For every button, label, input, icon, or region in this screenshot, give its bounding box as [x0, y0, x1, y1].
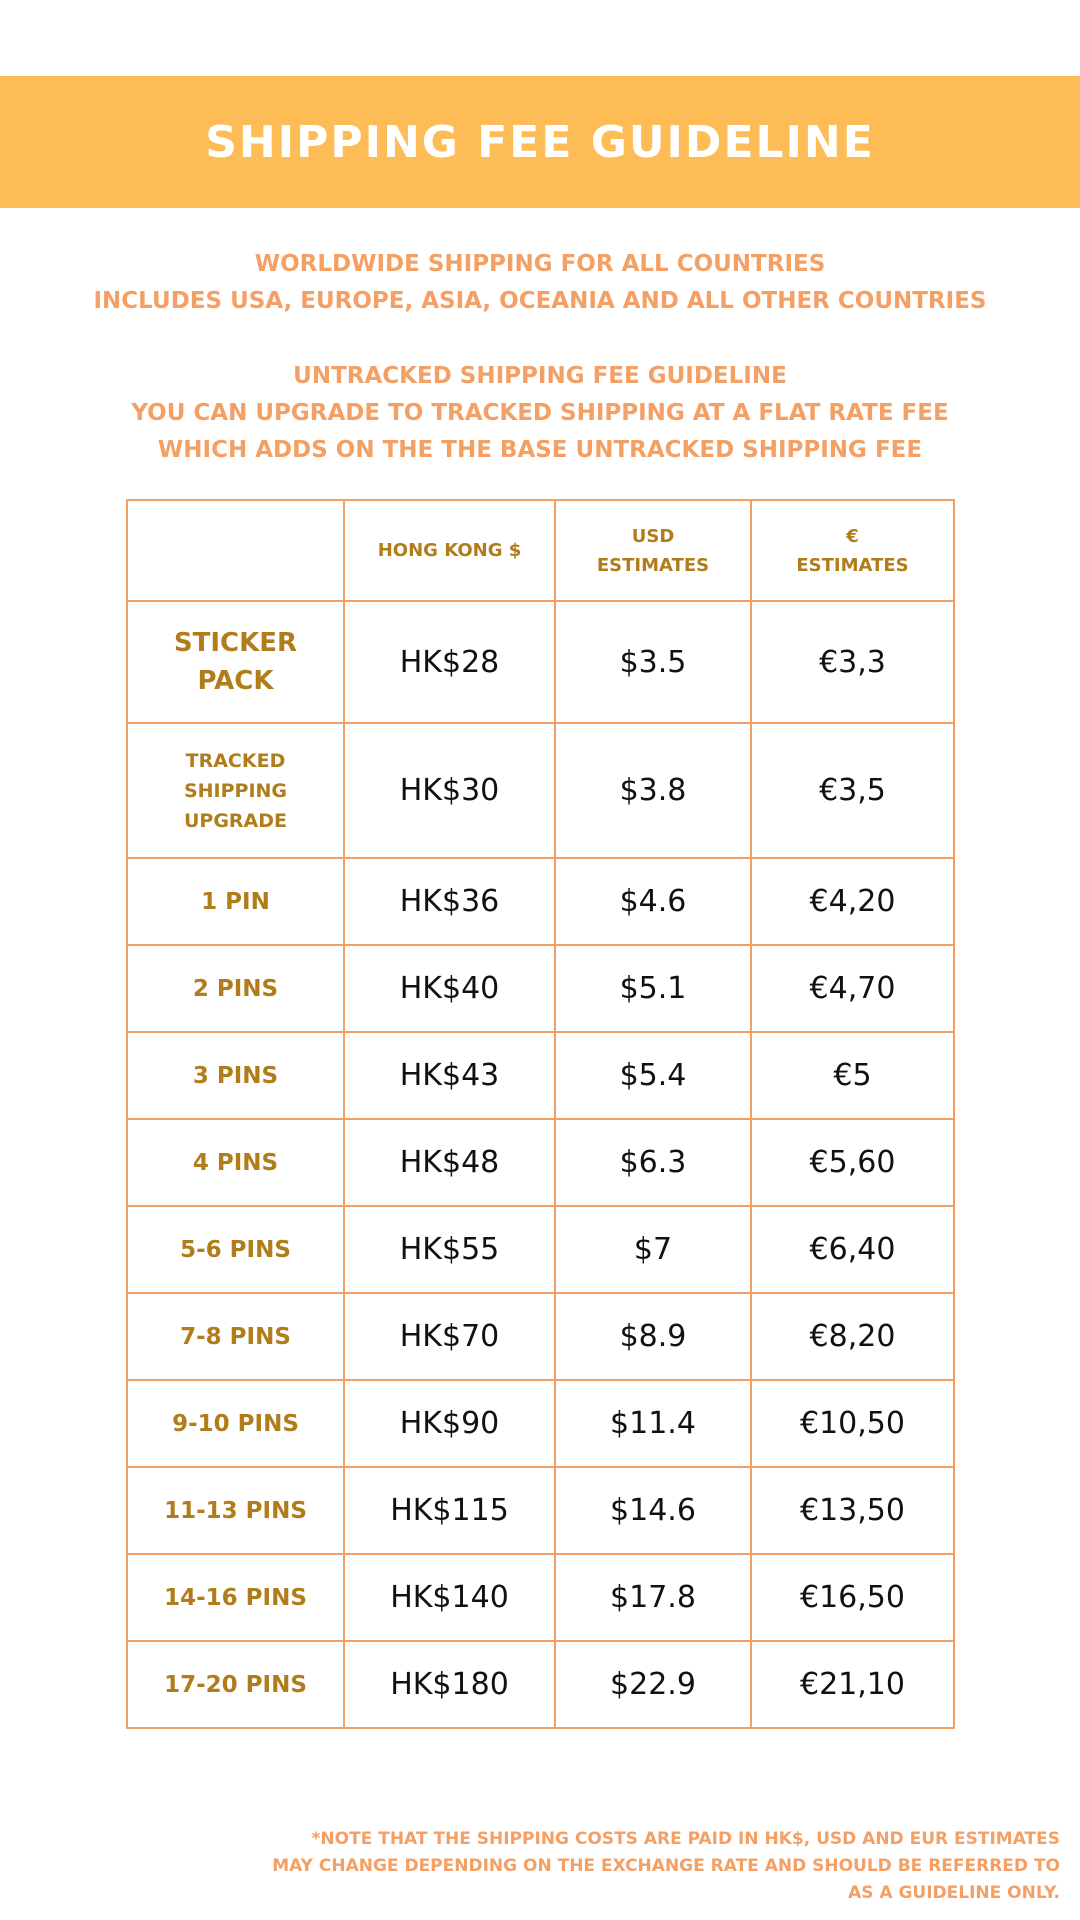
price-hkd: HK$140: [344, 1554, 555, 1641]
table-row: [127, 1119, 954, 1206]
footnote-line: *NOTE THAT THE SHIPPING COSTS ARE PAID IN HK$, USD AND EUR ESTIMATES: [311, 1829, 1060, 1849]
price-usd: $14.6: [555, 1467, 751, 1554]
price-usd: $22.9: [555, 1641, 751, 1728]
row-label-line: TRACKED: [185, 749, 286, 772]
row-label: [127, 1206, 344, 1293]
row-label: [127, 1467, 344, 1554]
header-eur: [751, 500, 954, 601]
row-label-line: 9-10 PINS: [172, 1410, 299, 1437]
row-label: [127, 1293, 344, 1380]
price-eur: €21,10: [751, 1641, 954, 1728]
intro-line: UNTRACKED SHIPPING FEE GUIDELINE: [293, 363, 787, 389]
price-usd: $17.8: [555, 1554, 751, 1641]
row-label-line: 17-20 PINS: [164, 1671, 307, 1698]
untracked-guideline-text: [0, 358, 1080, 469]
price-eur: €8,20: [751, 1293, 954, 1380]
price-usd: $8.9: [555, 1293, 751, 1380]
intro-line: INCLUDES USA, EUROPE, ASIA, OCEANIA AND ALL OTHER COUNTRIES: [93, 288, 987, 314]
header-usd-line: ESTIMATES: [596, 554, 710, 576]
header-usd: [555, 500, 751, 601]
row-label: [127, 1554, 344, 1641]
table-row: [127, 723, 954, 858]
price-eur: €5,60: [751, 1119, 954, 1206]
row-label: [127, 723, 344, 858]
price-hkd: HK$180: [344, 1641, 555, 1728]
price-hkd: HK$30: [344, 723, 555, 858]
price-eur: €16,50: [751, 1554, 954, 1641]
price-eur: €4,20: [751, 858, 954, 945]
row-label: [127, 1032, 344, 1119]
row-label: [127, 601, 344, 723]
price-usd: $6.3: [555, 1119, 751, 1206]
price-hkd: HK$48: [344, 1119, 555, 1206]
table-row: [127, 1641, 954, 1728]
header-hkd: HONG KONG $: [344, 500, 555, 601]
table-row: [127, 1467, 954, 1554]
price-eur: €6,40: [751, 1206, 954, 1293]
price-hkd: HK$90: [344, 1380, 555, 1467]
row-label-line: 1 PIN: [201, 888, 270, 915]
price-eur: €3,5: [751, 723, 954, 858]
header-eur-line: ESTIMATES: [796, 554, 909, 576]
price-hkd: HK$115: [344, 1467, 555, 1554]
row-label-line: SHIPPING: [183, 779, 288, 802]
row-label-line: 5-6 PINS: [180, 1236, 291, 1263]
row-label: [127, 1380, 344, 1467]
price-usd: $11.4: [555, 1380, 751, 1467]
intro-line: YOU CAN UPGRADE TO TRACKED SHIPPING AT A FLAT RATE FEE: [131, 400, 949, 426]
price-usd: $5.4: [555, 1032, 751, 1119]
price-usd: $7: [555, 1206, 751, 1293]
table-row: [127, 1293, 954, 1380]
row-label-line: UPGRADE: [183, 809, 288, 832]
intro-line: WHICH ADDS ON THE THE BASE UNTRACKED SHIPPING FEE: [157, 437, 923, 463]
price-eur: €13,50: [751, 1467, 954, 1554]
row-label: [127, 1641, 344, 1728]
price-usd: $3.8: [555, 723, 751, 858]
table-header-row: [127, 500, 954, 601]
price-hkd: HK$36: [344, 858, 555, 945]
header-empty-cell: [127, 500, 344, 601]
row-label-line: 4 PINS: [192, 1149, 279, 1176]
price-usd: $5.1: [555, 945, 751, 1032]
row-label: [127, 945, 344, 1032]
exchange-rate-footnote: [160, 1826, 1060, 1907]
footnote-line: MAY CHANGE DEPENDING ON THE EXCHANGE RATE AND SHOULD BE REFERRED TO: [272, 1856, 1060, 1876]
row-label-line: 7-8 PINS: [180, 1323, 291, 1350]
row-label-line: 14-16 PINS: [164, 1584, 307, 1611]
row-label-line: STICKER: [173, 628, 298, 658]
shipping-fee-table: [126, 499, 955, 1729]
header-eur-line: €: [846, 525, 859, 547]
price-hkd: HK$43: [344, 1032, 555, 1119]
table-row: [127, 945, 954, 1032]
title-banner: [0, 76, 1080, 208]
price-eur: €4,70: [751, 945, 954, 1032]
price-eur: €5: [751, 1032, 954, 1119]
price-usd: $4.6: [555, 858, 751, 945]
row-label: [127, 858, 344, 945]
price-eur: €3,3: [751, 601, 954, 723]
row-label-line: 2 PINS: [192, 975, 279, 1002]
shipping-coverage-text: [0, 246, 1080, 320]
price-usd: $3.5: [555, 601, 751, 723]
row-label: [127, 1119, 344, 1206]
table-row: [127, 1206, 954, 1293]
price-hkd: HK$55: [344, 1206, 555, 1293]
table-row: [127, 858, 954, 945]
header-usd-line: USD: [631, 525, 675, 547]
row-label-line: 3 PINS: [192, 1062, 279, 1089]
row-label-line: PACK: [197, 666, 274, 696]
price-hkd: HK$28: [344, 601, 555, 723]
table-row: [127, 1380, 954, 1467]
price-eur: €10,50: [751, 1380, 954, 1467]
table-row: [127, 1032, 954, 1119]
footnote-line: AS A GUIDELINE ONLY.: [848, 1883, 1060, 1903]
price-hkd: HK$70: [344, 1293, 555, 1380]
row-label-line: 11-13 PINS: [164, 1497, 307, 1524]
page-title: SHIPPING FEE GUIDELINE: [205, 116, 875, 168]
price-hkd: HK$40: [344, 945, 555, 1032]
intro-line: WORLDWIDE SHIPPING FOR ALL COUNTRIES: [254, 251, 826, 277]
table-row: [127, 1554, 954, 1641]
table-row: [127, 601, 954, 723]
